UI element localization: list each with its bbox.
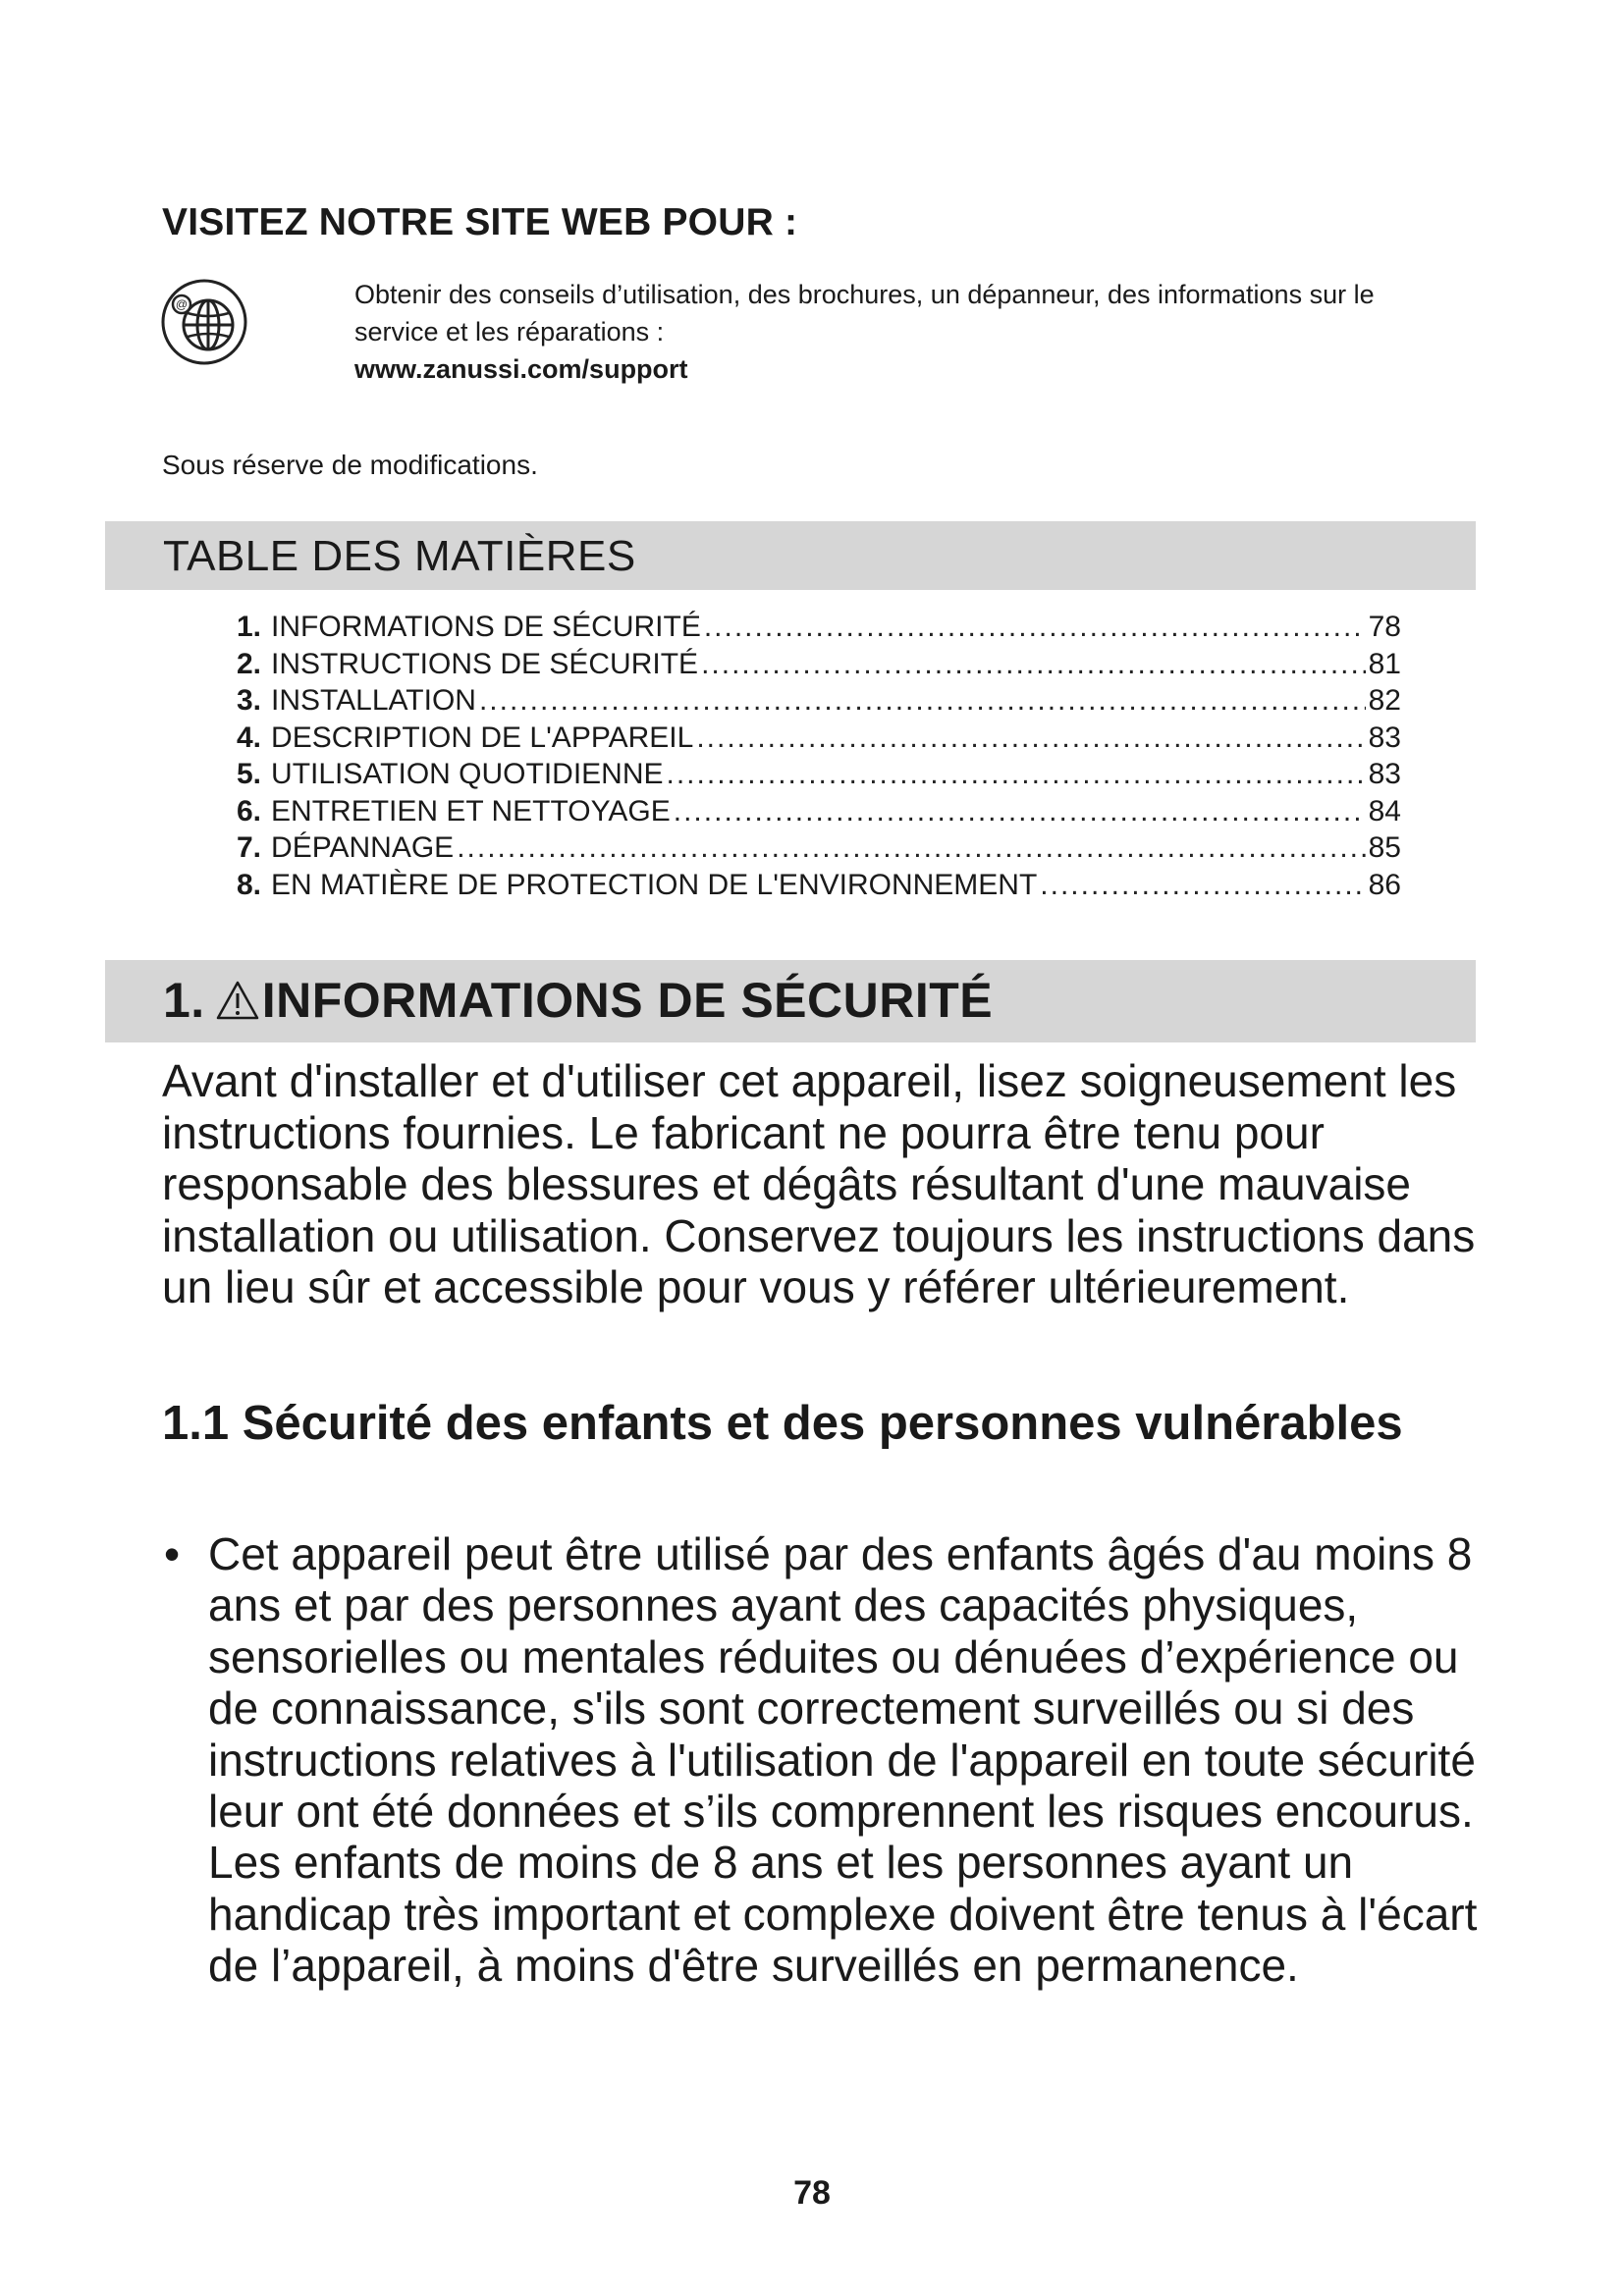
- toc-entry-label: INFORMATIONS DE SÉCURITÉ: [271, 611, 701, 643]
- toc-entry[interactable]: [237, 720, 1401, 757]
- toc-entry-page: 78: [1368, 611, 1401, 643]
- toc-entry-number: 1.: [237, 611, 262, 643]
- toc-entry-number: 5.: [237, 758, 262, 790]
- toc-entry-number: 8.: [237, 868, 262, 901]
- toc-leader-dots: [674, 793, 1366, 829]
- toc-leader-dots: [479, 682, 1366, 719]
- toc-entry-number: 2.: [237, 647, 262, 680]
- table-of-contents: [237, 609, 1401, 903]
- toc-entry-label: UTILISATION QUOTIDIENNE: [271, 758, 664, 790]
- toc-entry[interactable]: [237, 867, 1401, 904]
- section-header-band: [105, 960, 1476, 1042]
- toc-entry-label: ENTRETIEN ET NETTOYAGE: [271, 794, 671, 828]
- toc-entry[interactable]: [237, 609, 1401, 646]
- section-1-1-heading: 1.1 Sécurité des enfants et des personnes vulnérables: [162, 1397, 1403, 1450]
- list-item-text: Cet appareil peut être utilisé par des enfants âgés d'au moins 8 ans et par des personnes ayant des capacités physiques, sensorielles ou mentales réduites ou dénuées d’expérience ou de connaissance, s'ils sont correctement surveillés ou si des instructions relatives à l'utilisation de l'appareil en toute sécurité leur ont été données et s’ils comprennent les risques encourus. Les enfants de moins de 8 ans et les personnes ayant un handicap très important et complexe doivent être tenus à l'écart de l’appareil, à moins d'être surveillés en permanence.: [208, 1528, 1478, 1992]
- toc-entry-page: 85: [1368, 831, 1401, 864]
- svg-text:@: @: [175, 297, 189, 311]
- toc-entry-label: INSTALLATION: [271, 684, 476, 717]
- toc-entry-label: DESCRIPTION DE L'APPAREIL: [271, 721, 694, 754]
- toc-leader-dots: [457, 829, 1365, 866]
- toc-entry-label: INSTRUCTIONS DE SÉCURITÉ: [271, 647, 699, 680]
- toc-leader-dots: [667, 756, 1366, 792]
- toc-entry-page: 82: [1368, 684, 1401, 717]
- toc-entry-number: 7.: [237, 831, 262, 864]
- support-url-link[interactable]: www.zanussi.com/support: [354, 354, 688, 384]
- toc-entry[interactable]: [237, 646, 1401, 683]
- toc-entry-number: 3.: [237, 684, 262, 717]
- toc-entry-number: 6.: [237, 794, 262, 828]
- list-item: [162, 1528, 1483, 1992]
- toc-entry[interactable]: [237, 829, 1401, 867]
- section-1-heading: [163, 972, 993, 1029]
- toc-title: TABLE DES MATIÈRES: [163, 532, 636, 580]
- toc-leader-dots: [1040, 867, 1365, 903]
- toc-entry[interactable]: [237, 682, 1401, 720]
- toc-entry-page: 81: [1368, 647, 1401, 680]
- toc-entry-page: 83: [1368, 721, 1401, 754]
- toc-entry[interactable]: [237, 756, 1401, 793]
- bullet-icon: •: [164, 1528, 181, 1579]
- disclaimer-text: Sous réserve de modifications.: [162, 450, 538, 480]
- section-1-number: 1.: [163, 973, 205, 1028]
- visit-description: [354, 276, 1464, 388]
- toc-entry[interactable]: [237, 793, 1401, 830]
- toc-leader-dots: [696, 720, 1365, 756]
- section-1-intro: Avant d'installer et d'utiliser cet appareil, lisez soigneusement les instructions fournies. Le fabricant ne pourra être tenu pour responsable des blessures et dégâts résultant d'une mauvaise installation ou utilisation. Conservez toujours les instructions dans un lieu sûr et accessible pour vous y référer ultérieurement.: [162, 1055, 1476, 1312]
- toc-entry-label: DÉPANNAGE: [271, 831, 455, 864]
- toc-entry-label: EN MATIÈRE DE PROTECTION DE L'ENVIRONNEMENT: [271, 868, 1038, 901]
- toc-leader-dots: [701, 646, 1366, 682]
- globe-web-icon: [160, 278, 248, 366]
- toc-entry-page: 86: [1368, 868, 1401, 901]
- section-1-1-list: [162, 1528, 1483, 1992]
- toc-leader-dots: [704, 609, 1366, 645]
- section-1-title: INFORMATIONS DE SÉCURITÉ: [261, 973, 994, 1028]
- warning-triangle-icon: [215, 980, 260, 1021]
- page-number: 78: [793, 2174, 831, 2212]
- visit-text: Obtenir des conseils d’utilisation, des brochures, un dépanneur, des informations sur le service et les réparations :: [354, 280, 1375, 347]
- toc-entry-page: 83: [1368, 758, 1401, 790]
- toc-entry-number: 4.: [237, 721, 262, 754]
- toc-entry-page: 84: [1368, 794, 1401, 828]
- toc-header-band: [105, 521, 1476, 590]
- visit-website-heading: VISITEZ NOTRE SITE WEB POUR :: [162, 201, 798, 243]
